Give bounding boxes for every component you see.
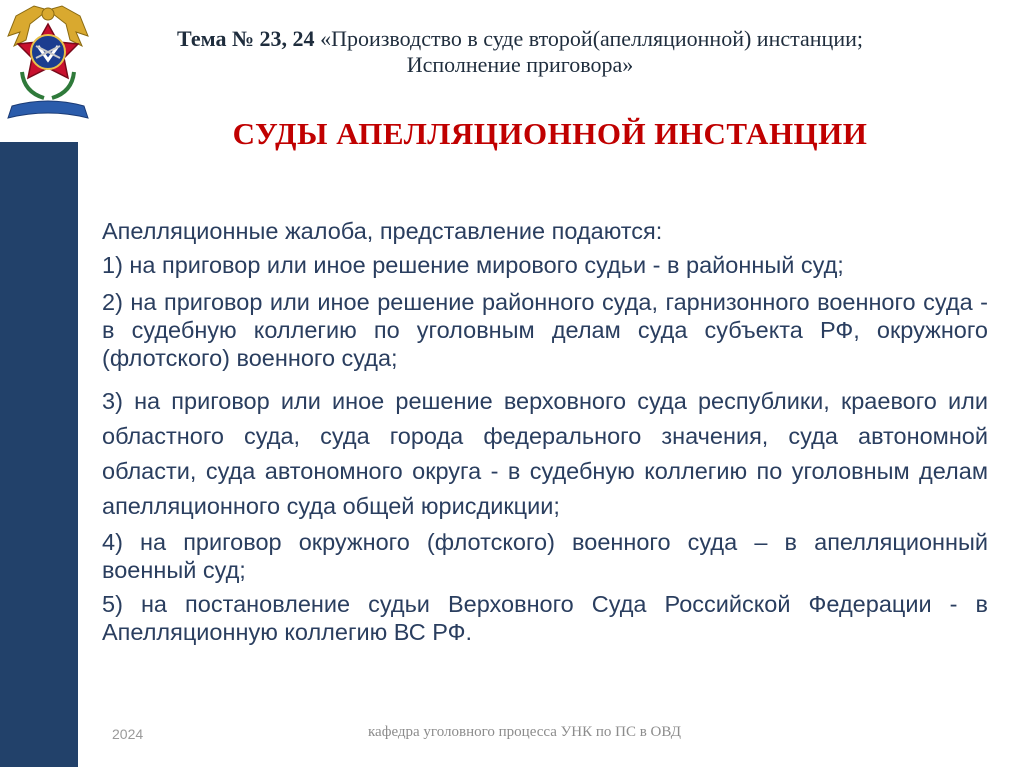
list-item-1: 1) на приговор или иное решение мирового судьи - в районный суд; [102,252,844,278]
slide-title: СУДЫ АПЕЛЛЯЦИОННОЙ ИНСТАНЦИИ [232,116,868,151]
topic-title-line1: «Производство в суде второй(апелляционной) инстанции; [320,26,863,51]
slide-body [102,214,988,646]
list-item-3: 3) на приговор или иное решение верховного суда республики, краевого или областного суда, суда города федерального значения, суда автономной области, суда автономного округа - в судебную коллегию по уголовным делам апелляционного суда общей юрисдикции; [102,388,988,519]
footer-year: 2024 [112,726,144,742]
topic-header [120,26,920,78]
list-item-4: 4) на приговор окружного (флотского) военного суда – в апелляционный военный суд; [102,529,988,583]
list-item-5: 5) на постановление судьи Верховного Суда Российской Федерации - в Апелляционную коллегию ВС РФ. [102,591,988,645]
police-academy-emblem-icon [4,2,92,130]
topic-title-line2: Исполнение приговора» [406,52,634,77]
topic-number: Тема № 23, 24 [177,26,321,51]
left-sidebar-bar [0,142,78,767]
list-item-2: 2) на приговор или иное решение районного суда, гарнизонного военного суда - в судебную коллегию по уголовным делам суда субъекта РФ, окружного (флотского) военного суда; [102,289,988,371]
footer-department: кафедра уголовного процесса УНК по ПС в ОВД [368,724,682,740]
intro-paragraph: Апелляционные жалоба, представление подаются: [102,218,663,244]
